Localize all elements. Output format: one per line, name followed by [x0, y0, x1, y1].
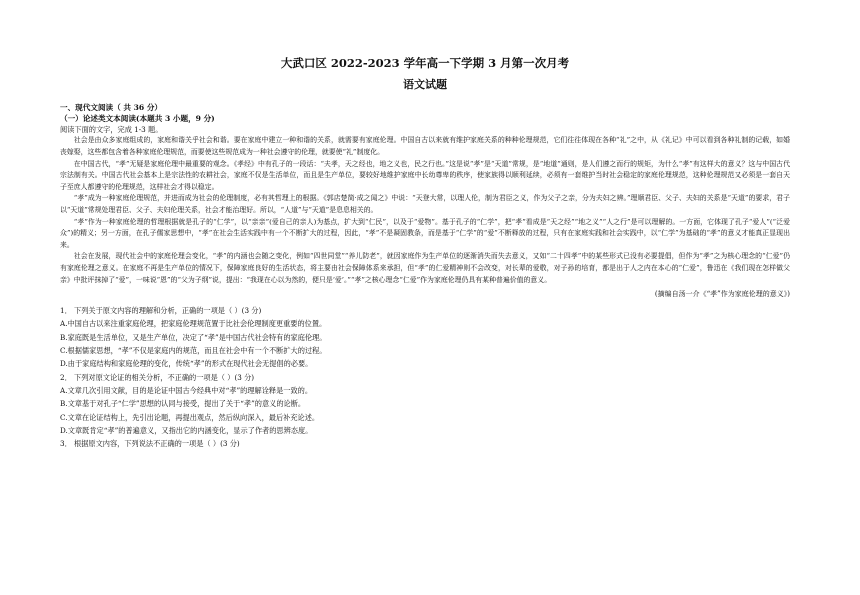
- question-option: A.中国自古以来注重家庭伦理，把家庭伦理规范置于比社会伦理制度更重要的位置。: [60, 319, 327, 329]
- exam-title: 大武口区 2022-2023 学年高一下学期 3 月第一次月考: [280, 56, 570, 70]
- exam-subtitle: 语文试题: [403, 78, 447, 91]
- question-stem: 2． 下列对原文论证的相关分析，不正确的一项是（ ）(3 分): [60, 372, 255, 382]
- question-option: B.家庭既是生活单位，又是生产单位，决定了“孝”是中国古代社会特有的家庭伦理。: [60, 332, 327, 342]
- passage-paragraph: “孝”作为一种家庭伦理的哲理根据就是孔子的“仁学”，以“亲亲”(爱自己的亲人)为基点，扩大到“仁民”，以及于“爱物”。基于孔子的“仁学”，把“孝”看成是“天之经”“地之义”“人之行”是可以理解的。一方面，它体现了孔子“爱人”(“泛爱众”)的精义；另一方面，在孔子儒家思想中，“孝”在社会生活实践中有一个不断扩大的过程，因此，“孝”不是凝固教条，而是基于“仁学”的“爱”不断释放的过程，只有在家庭实践和社会实践中，以“仁学”为基础的“孝”的意义才能真正显现出来。: [60, 217, 790, 249]
- reading-passage: [60, 135, 790, 286]
- passage-paragraph: “孝”成为一种家庭伦理规范，并进而成为社会的伦理制度，必有其哲理上的根据。《郭店楚简·成之闻之》中说：“天登大常，以理人伦，制为君臣之义，作为父子之亲，分为夫妇之辨。”理顺君臣、父子、夫妇的关系是“天道”的要求，君子以“天道”常规处理君臣、父子、夫妇伦理关系，社会才能治理好。所以，“人道”与“天道”是息息相关的。: [60, 194, 790, 214]
- question-3: [60, 437, 790, 450]
- passage-paragraph: 社会是由众多家庭组成的，家庭和谐关乎社会和谐。要在家庭中建立一种和谐的关系，就需要有家庭伦理。中国自古以来就有维护家庭关系的种种伦理规范，它们往往体现在各种“礼”之中，从《礼记》中可以看到各种礼制的记载，如婚丧嫁娶，这些都包含着各种家庭伦理规范，而要使这些规范成为一种社会遵守的伦理，就要使“礼”制度化。: [60, 136, 790, 156]
- reading-instruction: 阅读下面的文字，完成 1-3 题。: [60, 125, 163, 134]
- question-stem: 3． 根据原文内容，下列说法不正确的一项是（ ）(3 分): [60, 439, 240, 449]
- subsection-heading: （一）论述类文本阅读(本题共 3 小题，9 分): [60, 114, 215, 123]
- question-option: D.由于家庭结构和家庭伦理的变化，传统“孝”的形式在现代社会无提倡的必要。: [60, 359, 313, 369]
- passage-source: (摘编自汤一介《“孝”作为家庭伦理的意义》): [654, 290, 790, 299]
- question-stem: 1． 下列关于原文内容的理解和分析，正确的一项是（ ）(3 分): [60, 306, 262, 316]
- question-option: C.文章在论证结构上，先引出论题，再提出观点，然后纵向深入，最后补充论述。: [60, 412, 320, 422]
- passage-paragraph: 在中国古代，“孝”无疑是家庭伦理中最重要的观念。《孝经》中有孔子的一段话：“夫孝，天之经也，地之义也，民之行也。”这是说“孝”是“天道”常规，是“地道”通则，是人们遵之而行的规矩，为什么“孝”有这样大的意义？这与中国古代宗法制有关。中国古代社会基本上是宗法性的农耕社会，家庭不仅是生活单位，而且是生产单位，要较好地维护家庭中长幼尊卑的秩序，使家族得以顺利延续，必须有一套维护当时社会稳定的家庭伦理规范，这种伦理规范又必须是一套自天子至庶人都遵守的伦理规范，这样社会才得以稳定。: [60, 159, 790, 191]
- question-option: A.文章几次引用文献，目的是论证中国古今经典中对“孝”的理解诠释是一致的。: [60, 385, 313, 395]
- section-heading: 一、现代文阅读（ 共 36 分）: [60, 103, 163, 112]
- question-option: C.根据儒家思想，“孝”不仅是家庭内的规范，而且在社会中有一个不断扩大的过程。: [60, 346, 327, 356]
- question-1: [60, 304, 790, 370]
- question-option: D.文章既肯定“孝”的普遍意义，又指出它的内涵变化，显示了作者的思辨态度。: [60, 425, 313, 435]
- question-option: B.文章基于对孔子“仁学”思想的认同与接受，提出了关于“孝”的意义的论断。: [60, 399, 306, 409]
- question-2: [60, 371, 790, 437]
- passage-paragraph: 社会在发展，现代社会中的家庭伦理会变化，“孝”的内涵也会随之变化，例如“四世同堂”“养儿防老”，就因家庭作为生产单位的逐渐消失而失去意义，又如“二十四孝”中的某些形式已没有必要提倡，但作为“孝”之为核心理念的“仁爱”仍有家庭伦理之意义。在家庭不再是生产单位的情况下，保障家庭良好的生活状态，将主要由社会保障体系来承担，但“孝”的仁爱精神则不会改变，对长辈的爱敬，对子孙的培育，都是出于人之内在本心的“仁爱”，鲁迅在《我们现在怎样做父亲》中批评抹掉了“爱”，一味说“恩”的“父为子纲”说，提出：“我现在心以为然的，便只是‘爱’。”“孝”之核心理念“仁爱”作为家庭伦理仍具有某种普遍价值的意义。: [60, 252, 790, 284]
